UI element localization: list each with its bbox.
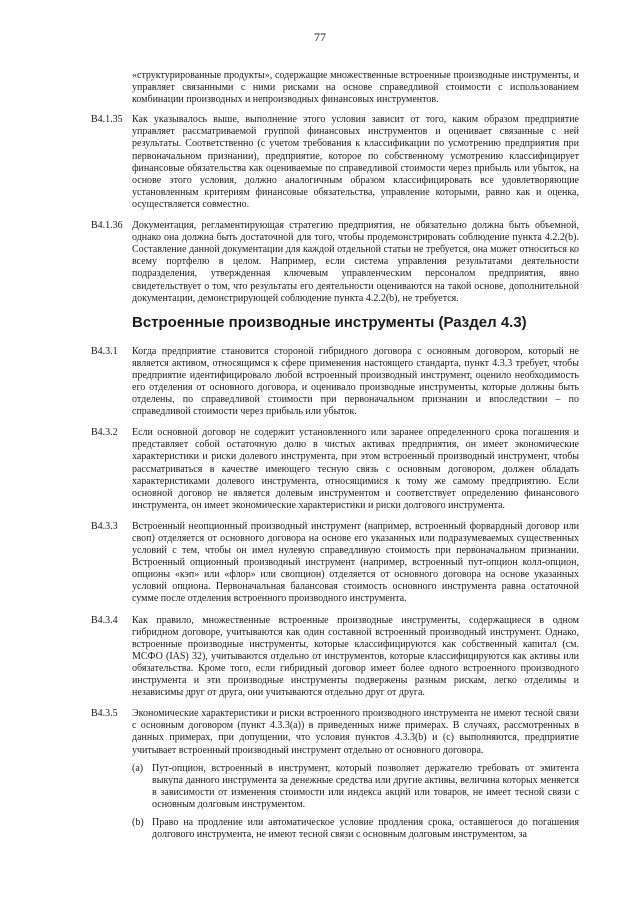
sub-item-text: Право на продление или автоматическое условие продления срока, оставшегося до погашения долгового инструмента, не имеют тесной связи с основным долговым инструментом, за — [152, 816, 579, 841]
paragraph-text: Экономические характеристики и риски встроенного производного инструмента не имеют тесной связи с основным договором (пункт 4.3.3(a)) в приведенных ниже примерах. В случаях, рассмотренных в данных примерах, при допущении, что условия пунктов 4.3.3(b) и (c) выполняются, предприятие учитывает встроенный производный инструмент отдельно от основного договора. — [132, 708, 579, 756]
sub-item-label: (a) — [132, 762, 144, 774]
paragraph — [91, 114, 579, 211]
paragraph-number: B4.1.36 — [91, 220, 123, 232]
paragraph-number: B4.3.1 — [91, 345, 118, 357]
paragraph-number: B4.3.3 — [91, 520, 118, 532]
page-content — [91, 70, 579, 850]
paragraphs-after — [91, 346, 579, 841]
paragraph-body — [132, 708, 579, 841]
paragraph-body — [132, 114, 579, 211]
paragraph-text: Если основной договор не содержит установленного или заранее определенного срока погашения и представляет собой остаточную долю в чистых активах предприятия, он имеет экономические характеристики и риски долевого инструмента, при этом встроенный производный инструмент, чтобы рассматриваться в качестве имеющего тесную связь с основным договором, должен обладать характеристиками долевого инструмента, относящимися к тому же самому предприятию. Если основной договор не является долевым инструментом и соответствует определению финансового инструмента, он имеет экономические характеристики и риски долгового инструмента. — [132, 427, 579, 511]
sub-item-label: (b) — [132, 816, 144, 828]
paragraph — [91, 346, 579, 419]
paragraph-body — [132, 521, 579, 606]
paragraph — [91, 708, 579, 841]
paragraphs-before — [91, 114, 579, 304]
page-number: 77 — [314, 30, 326, 44]
section-heading: Встроенные производные инструменты (Раздел 4.3) — [132, 313, 527, 331]
paragraph-text: Документация, регламентирующая стратегию предприятия, не обязательно должна быть объемной, однако она должна быть достаточной для того, чтобы продемонстрировать соблюдение пункта 4.2.2(b). Составление данной документации для каждой отдельной статьи не требуется, она может относиться ко всему портфелю в целом. Например, если система управления результатами деятельности подразделения, утвержденная ключевым управленческим персоналом предприятия, явно свидетельствует о том, что результаты его деятельности оцениваются на такой основе, дополнительной документации, демонстрирующей соблюдение пункта 4.2.2(b), не требуется. — [132, 220, 579, 304]
paragraph — [91, 615, 579, 700]
paragraph-body — [132, 615, 579, 700]
paragraph-number: B4.3.5 — [91, 708, 118, 720]
paragraph-text: Когда предприятие становится стороной гибридного договора с основным договором, который не является активом, относящимся к сфере применения настоящего стандарта, пункт 4.3.3 требует, чтобы предприятие идентифицировало любой встроенный производный инструмент, оценило необходимость его отделения от основного договора, и оценивало производные инструменты, которые должны быть отделены, по справедливой стоимости при первоначальном признании и впоследствии – по справедливой стоимости через прибыль или убыток. — [132, 345, 579, 418]
sub-item-text: Пут-опцион, встроенный в инструмент, который позволяет держателю требовать от эмитента выкупа данного инструмента за денежные средства или другие активы, величина которых меняется в зависимости от изменения стоимости или индекса акций или товаров, не имеет тесной связи с основным долговым инструментом. — [152, 762, 579, 810]
paragraph-text: Как правило, множественные встроенные производные инструменты, содержащиеся в одном гибридном договоре, учитываются как один составной встроенный производный инструмент. Однако, встроенные производные инструменты, которые классифицируются как собственный капитал (см. МСФО (IAS) 32), учитываются отдельно от инструментов, которые классифицируются как активы или обязательства. Кроме того, если гибридный договор имеет более одного встроенного производного инструмента и эти производные инструменты подвержены разным рискам, легко отделимы и независимы друг от друга, они учитываются отдельно друг от друга. — [132, 614, 579, 699]
paragraph — [91, 220, 579, 305]
paragraph-number: B4.3.2 — [91, 427, 118, 439]
paragraph-text: Как указывалось выше, выполнение этого условия зависит от того, каким образом предприятие управляет рассматриваемой группой финансовых инструментов и оценивает связанные с ней результаты. Соответственно (с учетом требования к классификации по усмотрению предприятия при первоначальном признании), предприятие, которое по собственному усмотрению классифицирует финансовые обязательства как оцениваемые по справедливой стоимости через прибыль или убыток, на основе этого условия, должно аналогичным образом классифицировать все удовлетворяющие установленным критериям финансовые обязательства, управление которыми, равно как и оценка, осуществляется совместно. — [132, 114, 579, 210]
sub-item — [132, 817, 579, 841]
paragraph — [91, 521, 579, 606]
intro-text: «структурированные продукты», содержащие множественные встроенные производные инструменты, и управляет связанными с ними рисками на основе справедливой стоимости с использованием комбинации производных и непроизводных финансовых инструментов. — [132, 70, 579, 106]
sub-item — [132, 763, 579, 811]
paragraph-body — [132, 220, 579, 305]
paragraph-text: Встроенный неопционный производный инструмент (например, встроенный форвардный договор или своп) отделяется от основного договора на основе его указанных или подразумеваемых существенных условий с тем, чтобы он имел нулевую справедливую стоимость при первоначальном признании. Встроенный опционный производный инструмент (например, встроенный пут-опцион колл-опцион, опционы «кэп» или «флор» или свопцион) отделяется от основного договора на основе указанных условий опциона. Первоначальная балансовая стоимость основного инструмента равна остаточной сумме после отделения встроенного производного инструмента. — [132, 520, 579, 605]
paragraph — [91, 427, 579, 512]
paragraph-number: B4.3.4 — [91, 614, 118, 626]
paragraph-body — [132, 427, 579, 512]
paragraph-number: B4.1.35 — [91, 114, 123, 126]
paragraph-body — [132, 346, 579, 419]
